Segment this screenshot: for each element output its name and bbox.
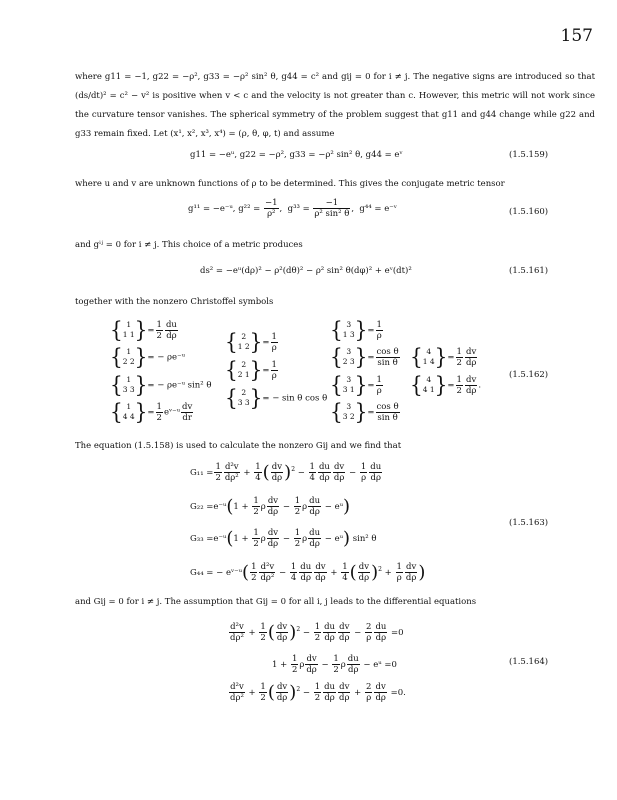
equation-number-164: (1.5.164) bbox=[509, 657, 549, 667]
equation-conjugate-metric: g¹¹ = −e⁻ᵘ, g²² = $\frac{-1}{\text{ρ²}}$ , g³³ = $\frac{-1}{\text{ρ² sin² θ}}$ , g⁴⁴ = e⁻ᵛ bbox=[188, 198, 397, 219]
christoffel-3-31: { 3 3 1}= $\frac{1}{\rho}$ bbox=[330, 371, 382, 399]
christoffel-1-11: { 1 1 1}= $\frac{1}{2}$ $\frac{du}{d\rho}$ bbox=[110, 316, 177, 344]
christoffel-4-14: { 4 1 4}= $\frac{1}{2}$ $\frac{dv}{d\rho}$ bbox=[410, 343, 477, 371]
christoffel-1-44: { 1 4 4}= $\frac{1}{2}$ eᵛ⁻ᵘ $\frac{dv}{dr}$ bbox=[110, 398, 193, 426]
equation-de-2: 1 + $\frac{1}{2}$ ρ $\frac{dv}{d\rho}$ − $\frac{1}{2}$ ρ $\frac{du}{d\rho}$ − eᵘ =0 bbox=[272, 654, 397, 675]
christoffel-2-33: { 2 3 3}= − sin θ cos θ bbox=[225, 384, 328, 412]
paragraph-metric-choice: and gⁱʲ = 0 for i ≠ j. This choice of a metric produces bbox=[75, 240, 303, 250]
equation-de-3: $\frac{\text{d²v}}{\text{dρ²}}$ + $\frac{1}{2}$ ( $\frac{dv}{d\rho}$ )$^2$ − $\frac{1}{2}$ $\frac{du}{d\rho}$ $\frac{dv}{d\rho}$ + $\frac{2}{\rho}$ $\frac{dv}{d\rho}$ =0. bbox=[230, 682, 406, 703]
equation-line-element: ds² = −eᵘ(dρ)² − ρ²(dθ)² − ρ² sin² θ(dφ)² + eᵛ(dt)² bbox=[200, 266, 412, 276]
equation-metric-components: g11 = −eᵘ, g22 = −ρ², g33 = −ρ² sin² θ, g44 = eᵛ bbox=[190, 150, 403, 160]
christoffel-3-32: { 3 3 2}= $\frac{\text{cos θ}}{\text{sin θ}}$ bbox=[330, 398, 399, 426]
fraction: $\frac{-1}{\text{ρ²}}$ bbox=[265, 198, 278, 219]
christoffel-3-23: { 3 2 3}= $\frac{\text{cos θ}}{\text{sin θ}}$ bbox=[330, 343, 399, 371]
equation-G22: G₂₂ =e⁻ᵘ(1 + $\frac{1}{2}$ ρ $\frac{dv}{d\rho}$ − $\frac{1}{2}$ ρ $\frac{du}{d\rho}$ − eᵘ) bbox=[190, 496, 351, 517]
eq160-part-a: g¹¹ = −e⁻ᵘ, g²² = bbox=[188, 204, 261, 214]
fraction: $\frac{-1}{\text{ρ² sin² θ}}$ bbox=[314, 198, 350, 219]
christoffel-2-21: { 2 2 1}= $\frac{1}{\rho}$ bbox=[225, 356, 277, 384]
equation-number-163: (1.5.163) bbox=[509, 518, 549, 528]
equation-number-159: (1.5.159) bbox=[509, 150, 549, 160]
paragraph-christoffel-intro: together with the nonzero Christoffel symbols bbox=[75, 297, 274, 307]
equation-number-161: (1.5.161) bbox=[509, 266, 549, 276]
christoffel-1-33: { 1 3 3}= − ρe⁻ᵘ sin² θ bbox=[110, 371, 212, 399]
equation-G44: G₄₄ = − eᵛ⁻ᵘ( $\frac{1}{2}$ $\frac{\text{d²v}}{\text{dρ²}}$ − $\frac{1}{4}$ $\frac{du}{d\rho}$ $\frac{dv}{d\rho}$ + $\frac{1}{4}$ ( $\frac{dv}{d\rho}$ )$^2$ + $\frac{1}{\rho}$ $\frac{dv}{d\rho}$ ) bbox=[190, 562, 426, 583]
christoffel-1-22: { 1 2 2}= − ρe⁻ᵘ bbox=[110, 343, 185, 371]
paragraph-differential-equations-intro: and Gij = 0 for i ≠ j. The assumption that Gij = 0 for all i, j leads to the differential equations bbox=[75, 597, 477, 607]
christoffel-2-12: { 2 1 2}= $\frac{1}{\rho}$ bbox=[225, 328, 277, 356]
equation-G33: G₃₃ =e⁻ᵘ(1 + $\frac{1}{2}$ ρ $\frac{dv}{d\rho}$ − $\frac{1}{2}$ ρ $\frac{du}{d\rho}$ − eᵘ) sin² θ bbox=[190, 528, 377, 549]
paragraph-einstein-tensor-intro: The equation (1.5.158) is used to calculate the nonzero Gij and we find that bbox=[75, 441, 402, 451]
equation-de-1: $\frac{\text{d²v}}{\text{dρ²}}$ + $\frac{1}{2}$ ( $\frac{dv}{d\rho}$ )$^2$ − $\frac{1}{2}$ $\frac{du}{d\rho}$ $\frac{dv}{d\rho}$ − $\frac{2}{\rho}$ $\frac{du}{d\rho}$ =0 bbox=[230, 622, 404, 643]
equation-number-162: (1.5.162) bbox=[509, 370, 549, 380]
paragraph-unknown-functions: where u and v are unknown functions of ρ to be determined. This gives the conjugate metric tensor bbox=[75, 179, 505, 189]
equation-number-160: (1.5.160) bbox=[509, 207, 549, 217]
paragraph-metric-intro: where g11 = −1, g22 = −ρ², g33 = −ρ² sin² θ, g44 = c² and gij = 0 for i ≠ j. The negative signs are introduced so that (ds/dt)² = c² − v² is positive when v < c and the velocity is not greater than c. However, this metric will not work since the curvature tensor vanishes. The spherical symmetry of the problem suggest that g11 and g44 change while g22 and g33 remain fixed. Let (x¹, x², x³, x⁴) = (ρ, θ, φ, t) and assume bbox=[75, 72, 595, 139]
equation-G11: G₁₁ = $\frac{1}{2}$ $\frac{\text{d²v}}{\text{dρ²}}$ + $\frac{1}{4}$ ( $\frac{dv}{d\rho}$ )$^2$ − $\frac{1}{4}$ $\frac{du}{d\rho}$ $\frac{dv}{d\rho}$ − $\frac{1}{\rho}$ $\frac{du}{d\rho}$ bbox=[190, 462, 382, 483]
christoffel-3-13: { 3 1 3}= $\frac{1}{\rho}$ bbox=[330, 316, 382, 344]
christoffel-4-41: { 4 4 1}= $\frac{1}{2}$ $\frac{dv}{d\rho}$ . bbox=[410, 371, 482, 399]
page-number: 157 bbox=[560, 26, 593, 46]
